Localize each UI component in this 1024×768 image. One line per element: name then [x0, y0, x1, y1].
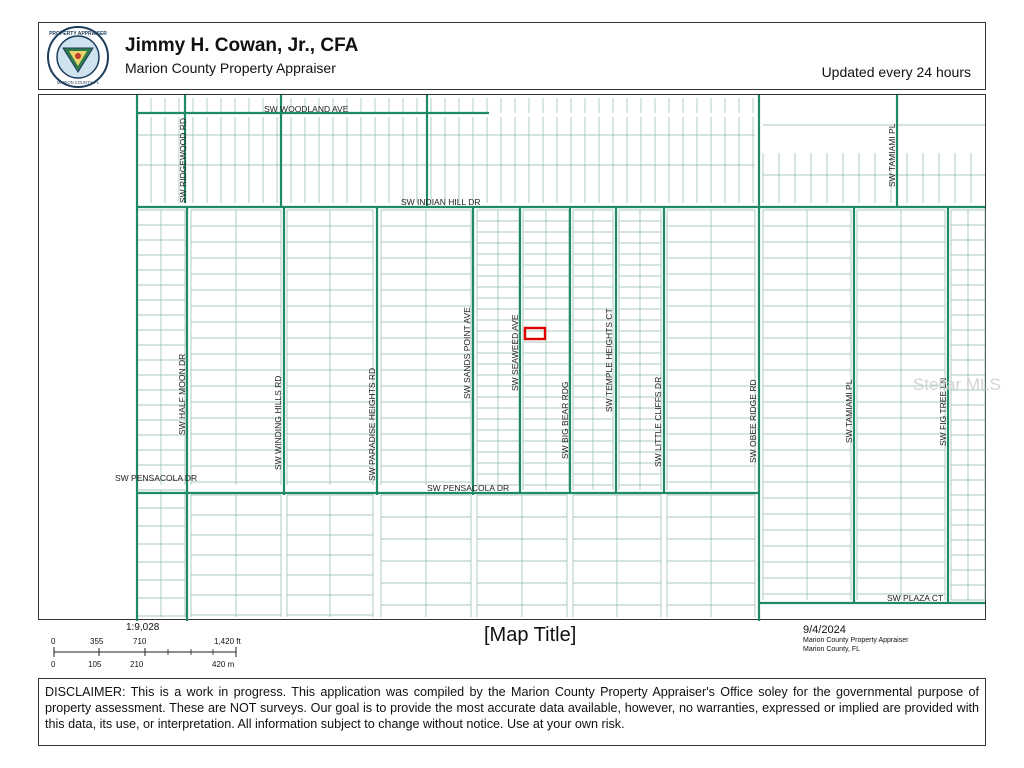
seal-bottom-text: MARION COUNTY, FL	[56, 80, 100, 85]
parcel-map[interactable]	[38, 94, 1001, 620]
watermark-text: Stellar MLS	[913, 375, 1001, 394]
road-label-ridgewood: SW RIDGEWOOD RD	[178, 118, 188, 203]
road-label-tamiami-pl-top: SW TAMIAMI PL	[887, 123, 897, 187]
office-name: Marion County Property Appraiser	[125, 60, 336, 76]
date-credit	[803, 624, 908, 654]
road-label-fig-tree: SW FIG TREE LN	[938, 377, 948, 446]
m-tick-2: 210	[130, 660, 144, 669]
road-label-sands-point: SW SANDS POINT AVE	[462, 307, 472, 399]
road-label-half-moon: SW HALF MOON DR	[177, 353, 187, 435]
road-label-obee-ridge: SW OBEE RIDGE RD	[748, 379, 758, 463]
road-label-little-cliffs: SW LITTLE CLIFFS DR	[653, 376, 663, 467]
property-appraiser-seal-icon	[47, 26, 109, 88]
m-tick-0: 0	[51, 660, 56, 669]
road-label-tamiami-pl: SW TAMIAMI PL	[844, 379, 854, 443]
ft-tick-1: 355	[90, 637, 104, 646]
m-tick-3: 420 m	[212, 660, 235, 669]
header	[38, 22, 986, 90]
appraiser-name: Jimmy H. Cowan, Jr., CFA	[125, 35, 359, 56]
ft-tick-3: 1,420 ft	[214, 637, 241, 646]
scale-bar	[40, 622, 280, 672]
parcel-map-canvas	[39, 95, 1001, 621]
subject-parcel-highlight[interactable]	[525, 328, 545, 339]
map-title: [Map Title]	[484, 624, 577, 646]
road-label-winding-hills: SW WINDING HILLS RD	[273, 375, 283, 470]
road-label-big-bear: SW BIG BEAR RDG	[560, 381, 570, 459]
road-label-pensacola-mid: SW PENSACOLA DR	[427, 483, 510, 493]
update-frequency: Updated every 24 hours	[821, 64, 971, 80]
credit-line-1: Marion County Property Appraiser	[803, 637, 909, 644]
scale-ratio: 1:9,028	[126, 622, 160, 633]
road-label-seaweed: SW SEAWEED AVE	[510, 314, 520, 391]
road-label-pensacola-left: SW PENSACOLA DR	[115, 473, 198, 483]
seal-top-text: PROPERTY APPRAISER	[49, 31, 107, 37]
disclaimer: DISCLAIMER: This is a work in progress. This application was compiled by the Marion County Property Appraiser's Office soley for the governmental purpose of property assessment. These are NOT surveys. Our goal is to provide the most accurate data available, however, no warranties, expressed or implied are provided with this data, its use, or interpretation. All information subject to change without notice. Use at your own risk.	[38, 678, 986, 746]
road-label-indian-hill: SW INDIAN HILL DR	[401, 197, 481, 207]
scale-ruler	[40, 622, 280, 672]
road-label-temple-heights: SW TEMPLE HEIGHTS CT	[604, 308, 614, 412]
ft-tick-0: 0	[51, 637, 56, 646]
credit-line-2: Marion County, FL	[803, 646, 861, 653]
road-label-woodland: SW WOODLAND AVE	[264, 104, 349, 114]
road-label-plaza: SW PLAZA CT	[887, 593, 944, 603]
ft-tick-2: 710	[133, 637, 147, 646]
print-date: 9/4/2024	[803, 624, 846, 636]
m-tick-1: 105	[88, 660, 102, 669]
road-label-paradise-heights: SW PARADISE HEIGHTS RD	[367, 367, 377, 481]
